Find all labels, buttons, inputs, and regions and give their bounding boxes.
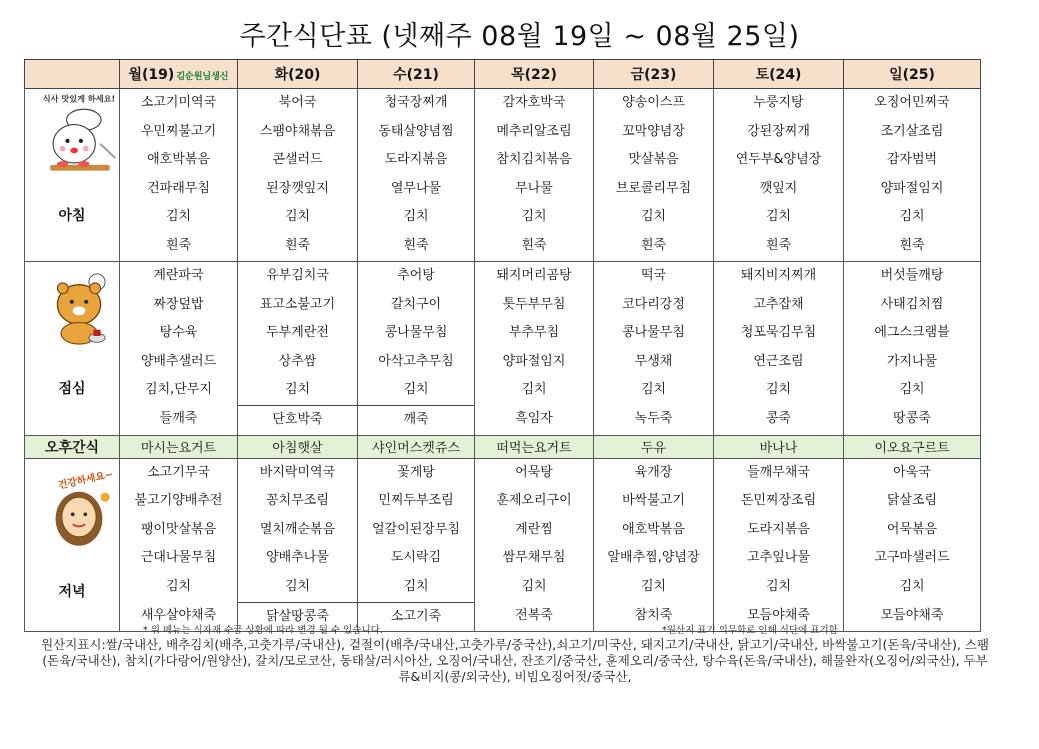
page-title: 주간식단표 (넷째주 08월 19일 ~ 08월 25일) bbox=[239, 21, 800, 52]
menu-item: 탕수육 bbox=[159, 325, 198, 341]
menu-item: 소고기죽 bbox=[358, 602, 474, 632]
menu-item: 모듬야채죽 bbox=[880, 607, 944, 623]
menu-item: 스팸야채볶음 bbox=[259, 123, 336, 139]
menu-item: 북어국 bbox=[278, 95, 317, 110]
menu-item: 김치 bbox=[521, 209, 547, 225]
menu-item: 양파절임지 bbox=[880, 180, 944, 196]
menu-item: 김치 bbox=[899, 382, 925, 398]
day-header: 목(22) bbox=[475, 60, 594, 89]
menu-item: 새우살야채죽 bbox=[140, 607, 217, 623]
snack-item: 바나나 bbox=[714, 435, 844, 458]
menu-item: 톳두부무침 bbox=[502, 296, 566, 312]
sticker-text: 건강하세요~ bbox=[57, 468, 115, 492]
dinner-day-cell bbox=[844, 458, 981, 632]
menu-item: 아삭고추무침 bbox=[378, 353, 454, 369]
dinner-row bbox=[25, 458, 981, 632]
menu-item: 청포묵김무침 bbox=[740, 325, 817, 341]
day-header: 화(20) bbox=[238, 60, 358, 89]
menu-item: 두부계란전 bbox=[266, 325, 329, 341]
sticker-text: 식사 맛있게 하세요! bbox=[42, 93, 116, 104]
menu-item: 감자범벅 bbox=[886, 152, 938, 168]
snack-item: 아침햇살 bbox=[238, 435, 358, 458]
menu-item: 사태김치찜 bbox=[880, 296, 944, 312]
menu-item: 맛살볶음 bbox=[628, 152, 679, 168]
menu-item: 김치 bbox=[284, 382, 311, 398]
menu-item: 청국장찌개 bbox=[384, 95, 448, 110]
day-note: 김순원님생신 bbox=[176, 72, 229, 82]
menu-item: 갈치구이 bbox=[390, 296, 442, 312]
menu-item: 계란파국 bbox=[153, 268, 204, 283]
menu-item: 된장깻잎지 bbox=[266, 180, 329, 196]
menu-item: 꽃게탕 bbox=[397, 464, 435, 480]
menu-item: 양송이스프 bbox=[622, 95, 685, 110]
menu-item: 쌈무채무침 bbox=[502, 550, 566, 566]
lunch-day-cell bbox=[120, 262, 238, 436]
menu-item: 흰죽 bbox=[403, 237, 429, 253]
menu-item: 녹두죽 bbox=[634, 410, 673, 426]
menu-item: 애호박볶음 bbox=[147, 152, 210, 168]
menu-item: 참치김치볶음 bbox=[496, 152, 572, 168]
dinner-label-cell bbox=[25, 458, 120, 632]
menu-item: 김치 bbox=[284, 578, 311, 594]
dinner-day-cell bbox=[594, 458, 714, 632]
menu-item: 바지락미역국 bbox=[259, 464, 336, 480]
menu-item: 흰죽 bbox=[521, 237, 547, 253]
menu-item: 들깨죽 bbox=[159, 410, 198, 426]
menu-item: 김치 bbox=[284, 209, 311, 225]
menu-item: 콩나물무침 bbox=[622, 325, 685, 341]
menu-item: 모듬야채죽 bbox=[747, 607, 810, 623]
menu-item: 추어탕 bbox=[397, 268, 435, 283]
breakfast-row bbox=[25, 89, 981, 262]
snack-item: 떠먹는요거트 bbox=[475, 435, 594, 458]
menu-item: 흰죽 bbox=[165, 237, 192, 253]
menu-item: 콘샐러드 bbox=[272, 152, 323, 168]
menu-item: 꼬막양념장 bbox=[622, 123, 685, 139]
menu-item: 얼갈이된장무침 bbox=[372, 521, 460, 537]
day-label: 월(19) bbox=[128, 67, 175, 83]
menu-item: 불고기양배추전 bbox=[134, 493, 223, 509]
menu-item: 전복죽 bbox=[515, 607, 553, 623]
snack-item: 샤인머스켓쥬스 bbox=[358, 435, 475, 458]
menu-item: 김치 bbox=[521, 578, 547, 594]
lunch-day-cell bbox=[714, 262, 844, 436]
menu-item: 김치 bbox=[640, 209, 667, 225]
menu-item: 김치 bbox=[640, 578, 667, 594]
menu-item: 떡국 bbox=[640, 268, 667, 283]
dinner-day-cell bbox=[358, 458, 475, 632]
lunch-day-cell bbox=[844, 262, 981, 436]
menu-item: 흰죽 bbox=[640, 237, 667, 253]
day-header bbox=[120, 60, 238, 89]
origin-label-text: 원산지표시:쌀/국내산, 배추김치(배추,고춧가루/국내산), 겉절이(배추/국내산,고춧가루/중국산),쇠고기/미국산, 돼지고기/국내산, 닭고기/국내산, 바싹불고기(돈육/국내산), 스팸(돈육/국내산), 참치(가다랑어/원양산), 갈치/모로코산, 동태살/러시아산, 오징어/국내산, 잔조기/중국산, 훈제오리/중국산, 탕수육(돈육/국내산), 해물완자(오징어/외국산), 두부류&비지(콩/외국산), 비빔오징어젓/중국산, bbox=[41, 637, 989, 684]
header-row bbox=[25, 60, 981, 89]
menu-item: 코다리강정 bbox=[622, 296, 685, 312]
lion-character-illustration bbox=[29, 264, 129, 354]
menu-item: 오징어민찌국 bbox=[874, 95, 950, 110]
menu-item: 김치 bbox=[403, 209, 429, 225]
menu-item: 깻잎지 bbox=[759, 180, 798, 196]
menu-item: 건파래무침 bbox=[147, 180, 210, 196]
menu-item: 깨죽 bbox=[358, 405, 474, 435]
snack-item: 마시는요거트 bbox=[120, 435, 238, 458]
menu-item: 무나물 bbox=[515, 180, 553, 196]
menu-item: 어묵탕 bbox=[515, 464, 553, 480]
menu-item: 김치 bbox=[899, 578, 925, 594]
menu-item: 부추무침 bbox=[508, 325, 560, 341]
menu-item: 콩나물무침 bbox=[384, 325, 448, 341]
menu-item: 흰죽 bbox=[765, 237, 792, 253]
lunch-day-cell bbox=[238, 262, 358, 436]
snack-item: 이오요구르트 bbox=[844, 435, 981, 458]
menu-item: 육개장 bbox=[634, 464, 673, 480]
menu-item: 무생채 bbox=[634, 353, 673, 369]
menu-item: 꽁치무조림 bbox=[266, 493, 329, 509]
menu-item: 땅콩죽 bbox=[893, 410, 931, 426]
dinner-day-cell bbox=[238, 458, 358, 632]
menu-item: 양배추나물 bbox=[266, 550, 329, 566]
meal-label-dinner: 저녁 bbox=[58, 583, 86, 600]
menu-item: 멸치깨순볶음 bbox=[259, 521, 336, 537]
menu-item: 아욱국 bbox=[893, 464, 931, 480]
menu-item: 김치,단무지 bbox=[145, 382, 212, 398]
menu-item: 흰죽 bbox=[899, 237, 925, 253]
breakfast-label-cell bbox=[25, 89, 120, 262]
menu-item: 참치죽 bbox=[634, 607, 673, 623]
day-header: 토(24) bbox=[714, 60, 844, 89]
menu-item: 버섯들깨탕 bbox=[880, 268, 944, 283]
menu-item: 김치 bbox=[403, 382, 429, 398]
day-header: 수(21) bbox=[358, 60, 475, 89]
lunch-label-cell bbox=[25, 262, 120, 436]
origin-notice: *원산지 표기 의무화로 인해 식단에 표기함 bbox=[662, 625, 838, 636]
breakfast-day-cell bbox=[120, 89, 238, 262]
menu-item: 어묵볶음 bbox=[886, 521, 938, 537]
menu-item: 닭살땅콩죽 bbox=[238, 602, 357, 632]
menu-item: 연근조림 bbox=[753, 353, 804, 369]
menu-item: 고구마샐러드 bbox=[874, 550, 950, 566]
header-blank bbox=[25, 60, 120, 89]
meal-label-breakfast: 아침 bbox=[58, 208, 86, 224]
menu-item: 근대나물무침 bbox=[140, 550, 217, 566]
menu-change-notice: * 위 메뉴는 식자재 수급 상황에 따라 변경 될 수 있습니다. bbox=[143, 625, 383, 636]
breakfast-day-cell bbox=[714, 89, 844, 262]
lunch-day-cell bbox=[475, 262, 594, 436]
menu-item: 김치 bbox=[899, 209, 925, 225]
menu-item: 김치 bbox=[521, 382, 547, 398]
menu-item: 알배추찜,양념장 bbox=[607, 550, 700, 566]
day-header: 금(23) bbox=[594, 60, 714, 89]
girl-character-illustration bbox=[29, 463, 129, 553]
menu-item: 짜장덮밥 bbox=[153, 296, 204, 312]
menu-item: 도라지볶음 bbox=[747, 521, 810, 537]
menu-item: 에그스크램블 bbox=[874, 325, 950, 341]
menu-item: 동태살양념찜 bbox=[378, 123, 454, 139]
menu-item: 김치 bbox=[403, 578, 429, 594]
menu-item: 고추잎나물 bbox=[747, 550, 810, 566]
menu-item: 들깨무채국 bbox=[747, 464, 810, 480]
menu-item: 표고소불고기 bbox=[259, 296, 336, 312]
menu-item: 소고기미역국 bbox=[140, 95, 217, 110]
menu-item: 민찌두부조림 bbox=[378, 493, 454, 509]
menu-item: 닭살조림 bbox=[886, 493, 938, 509]
menu-item: 양배추샐러드 bbox=[140, 353, 217, 369]
menu-item: 김치 bbox=[165, 209, 192, 225]
menu-item: 도시락김 bbox=[390, 550, 442, 566]
menu-item: 김치 bbox=[765, 578, 792, 594]
breakfast-day-cell bbox=[594, 89, 714, 262]
menu-item: 돼지머리곰탕 bbox=[496, 268, 572, 283]
menu-item: 연두부&양념장 bbox=[735, 152, 822, 168]
menu-item: 바싹불고기 bbox=[622, 493, 685, 509]
meal-label-lunch: 점심 bbox=[58, 381, 86, 397]
breakfast-day-cell bbox=[358, 89, 475, 262]
breakfast-day-cell bbox=[475, 89, 594, 262]
breakfast-day-cell bbox=[238, 89, 358, 262]
menu-item: 우민찌불고기 bbox=[140, 123, 217, 139]
menu-item: 김치 bbox=[165, 578, 192, 594]
menu-item: 브로콜리무침 bbox=[615, 180, 692, 196]
menu-item: 김치 bbox=[765, 209, 792, 225]
snack-item: 두유 bbox=[594, 435, 714, 458]
menu-item: 훈제오리구이 bbox=[496, 493, 572, 509]
menu-item: 열무나물 bbox=[390, 180, 442, 196]
menu-item: 흑임자 bbox=[515, 410, 553, 426]
menu-item: 도라지볶음 bbox=[384, 152, 448, 168]
menu-item: 돈민찌장조림 bbox=[740, 493, 817, 509]
menu-item: 단호박죽 bbox=[238, 405, 357, 435]
menu-item: 강된장찌개 bbox=[747, 123, 810, 139]
meal-label-snack: 오후간식 bbox=[25, 435, 120, 458]
snack-row bbox=[25, 435, 981, 458]
menu-item: 흰죽 bbox=[284, 237, 311, 253]
chef-character-illustration bbox=[29, 91, 129, 187]
menu-item: 양파절임지 bbox=[502, 353, 566, 369]
menu-item: 상추쌈 bbox=[278, 353, 317, 369]
dinner-day-cell bbox=[714, 458, 844, 632]
menu-item: 콩죽 bbox=[765, 410, 792, 426]
menu-item: 유부김치국 bbox=[266, 268, 329, 283]
lunch-day-cell bbox=[594, 262, 714, 436]
menu-item: 감자호박국 bbox=[502, 95, 566, 110]
weekly-menu-table bbox=[24, 59, 981, 632]
lunch-day-cell bbox=[358, 262, 475, 436]
menu-item: 가지나물 bbox=[886, 353, 938, 369]
menu-item: 고추잡채 bbox=[753, 296, 804, 312]
menu-item: 돼지비지찌개 bbox=[740, 268, 817, 283]
dinner-day-cell bbox=[120, 458, 238, 632]
menu-item: 김치 bbox=[765, 382, 792, 398]
menu-item: 김치 bbox=[640, 382, 667, 398]
dinner-day-cell bbox=[475, 458, 594, 632]
menu-item: 메추리알조림 bbox=[496, 123, 572, 139]
menu-item: 조기살조림 bbox=[880, 123, 944, 139]
lunch-row bbox=[25, 262, 981, 436]
menu-item: 애호박볶음 bbox=[622, 521, 685, 537]
breakfast-day-cell bbox=[844, 89, 981, 262]
menu-item: 소고기무국 bbox=[147, 464, 210, 480]
menu-item: 계란찜 bbox=[515, 521, 553, 537]
menu-item: 누룽지탕 bbox=[753, 95, 804, 110]
menu-item: 팽이맛살볶음 bbox=[140, 521, 217, 537]
day-header: 일(25) bbox=[844, 60, 981, 89]
